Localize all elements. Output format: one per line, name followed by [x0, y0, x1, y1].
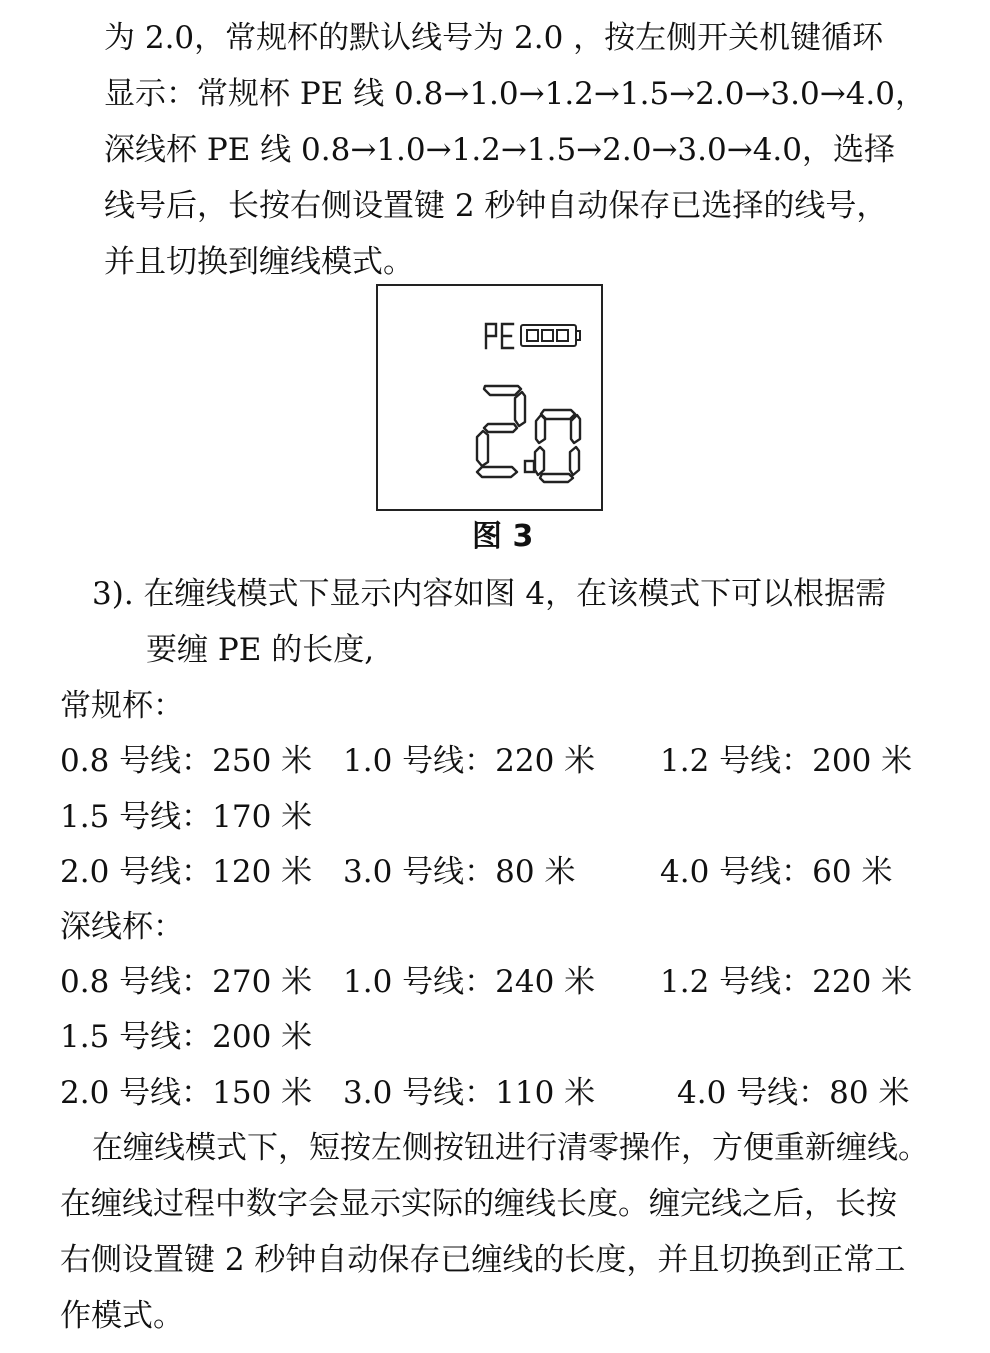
lcd-display-figure — [376, 284, 603, 511]
lcd-decimal-point-graphic — [525, 461, 534, 472]
deep-cup-row3-col1: 2.0 号线：150 米 — [60, 1075, 313, 1111]
lcd-display-graphic — [378, 286, 601, 509]
closing-line-2: 在缠线过程中数字会显示实际的缠线长度。缠完线之后，长按 — [60, 1186, 897, 1222]
closing-line-3: 右侧设置键 2 秒钟自动保存已缠线的长度，并且切换到正常工 — [60, 1242, 906, 1278]
deep-cup-row3-col3: 4.0 号线：80 米 — [677, 1075, 910, 1111]
regular-cup-row2-col1: 1.5 号线：170 米 — [60, 799, 313, 835]
deep-cup-row1-col2: 1.0 号线：240 米 — [343, 964, 596, 1000]
closing-line-1: 在缠线模式下，短按左侧按钮进行清零操作，方便重新缠线。 — [92, 1130, 929, 1166]
battery-icon — [521, 325, 580, 346]
regular-cup-heading: 常规杯： — [60, 688, 184, 724]
section3-line-2: 要缠 PE 的长度, — [146, 632, 375, 668]
deep-cup-row1-col3: 1.2 号线：220 米 — [660, 964, 913, 1000]
deep-cup-heading: 深线杯： — [60, 909, 184, 945]
lcd-digit-0-graphic — [535, 410, 580, 482]
regular-cup-row3-col3: 4.0 号线：60 米 — [660, 854, 893, 890]
lcd-digit-2-graphic — [477, 386, 525, 477]
deep-cup-row2-col1: 1.5 号线：200 米 — [60, 1019, 313, 1055]
deep-cup-row3-col2: 3.0 号线：110 米 — [343, 1075, 596, 1111]
regular-cup-row1-col1: 0.8 号线：250 米 — [60, 743, 313, 779]
intro-line-4: 线号后，长按右侧设置键 2 秒钟自动保存已选择的线号， — [104, 188, 888, 224]
regular-cup-row1-col2: 1.0 号线：220 米 — [343, 743, 596, 779]
intro-line-5: 并且切换到缠线模式。 — [104, 244, 414, 280]
lcd-pe-label-graphic — [486, 324, 513, 348]
intro-line-1: 为 2.0，常规杯的默认线号为 2.0 ，按左侧开关机键循环 — [104, 20, 884, 56]
regular-cup-row3-col2: 3.0 号线：80 米 — [343, 854, 576, 890]
deep-cup-row1-col1: 0.8 号线：270 米 — [60, 964, 313, 1000]
regular-cup-row1-col3: 1.2 号线：200 米 — [660, 743, 913, 779]
regular-cup-row3-col1: 2.0 号线：120 米 — [60, 854, 313, 890]
intro-line-3: 深线杯 PE 线 0.8→1.0→1.2→1.5→2.0→3.0→4.0，选择 — [104, 132, 895, 168]
intro-line-2: 显示：常规杯 PE 线 0.8→1.0→1.2→1.5→2.0→3.0→4.0， — [104, 76, 926, 112]
section3-line-1: 3). 在缠线模式下显示内容如图 4，在该模式下可以根据需 — [92, 576, 887, 612]
closing-line-4: 作模式。 — [60, 1298, 184, 1334]
figure-3-caption: 图 3 — [472, 519, 534, 554]
